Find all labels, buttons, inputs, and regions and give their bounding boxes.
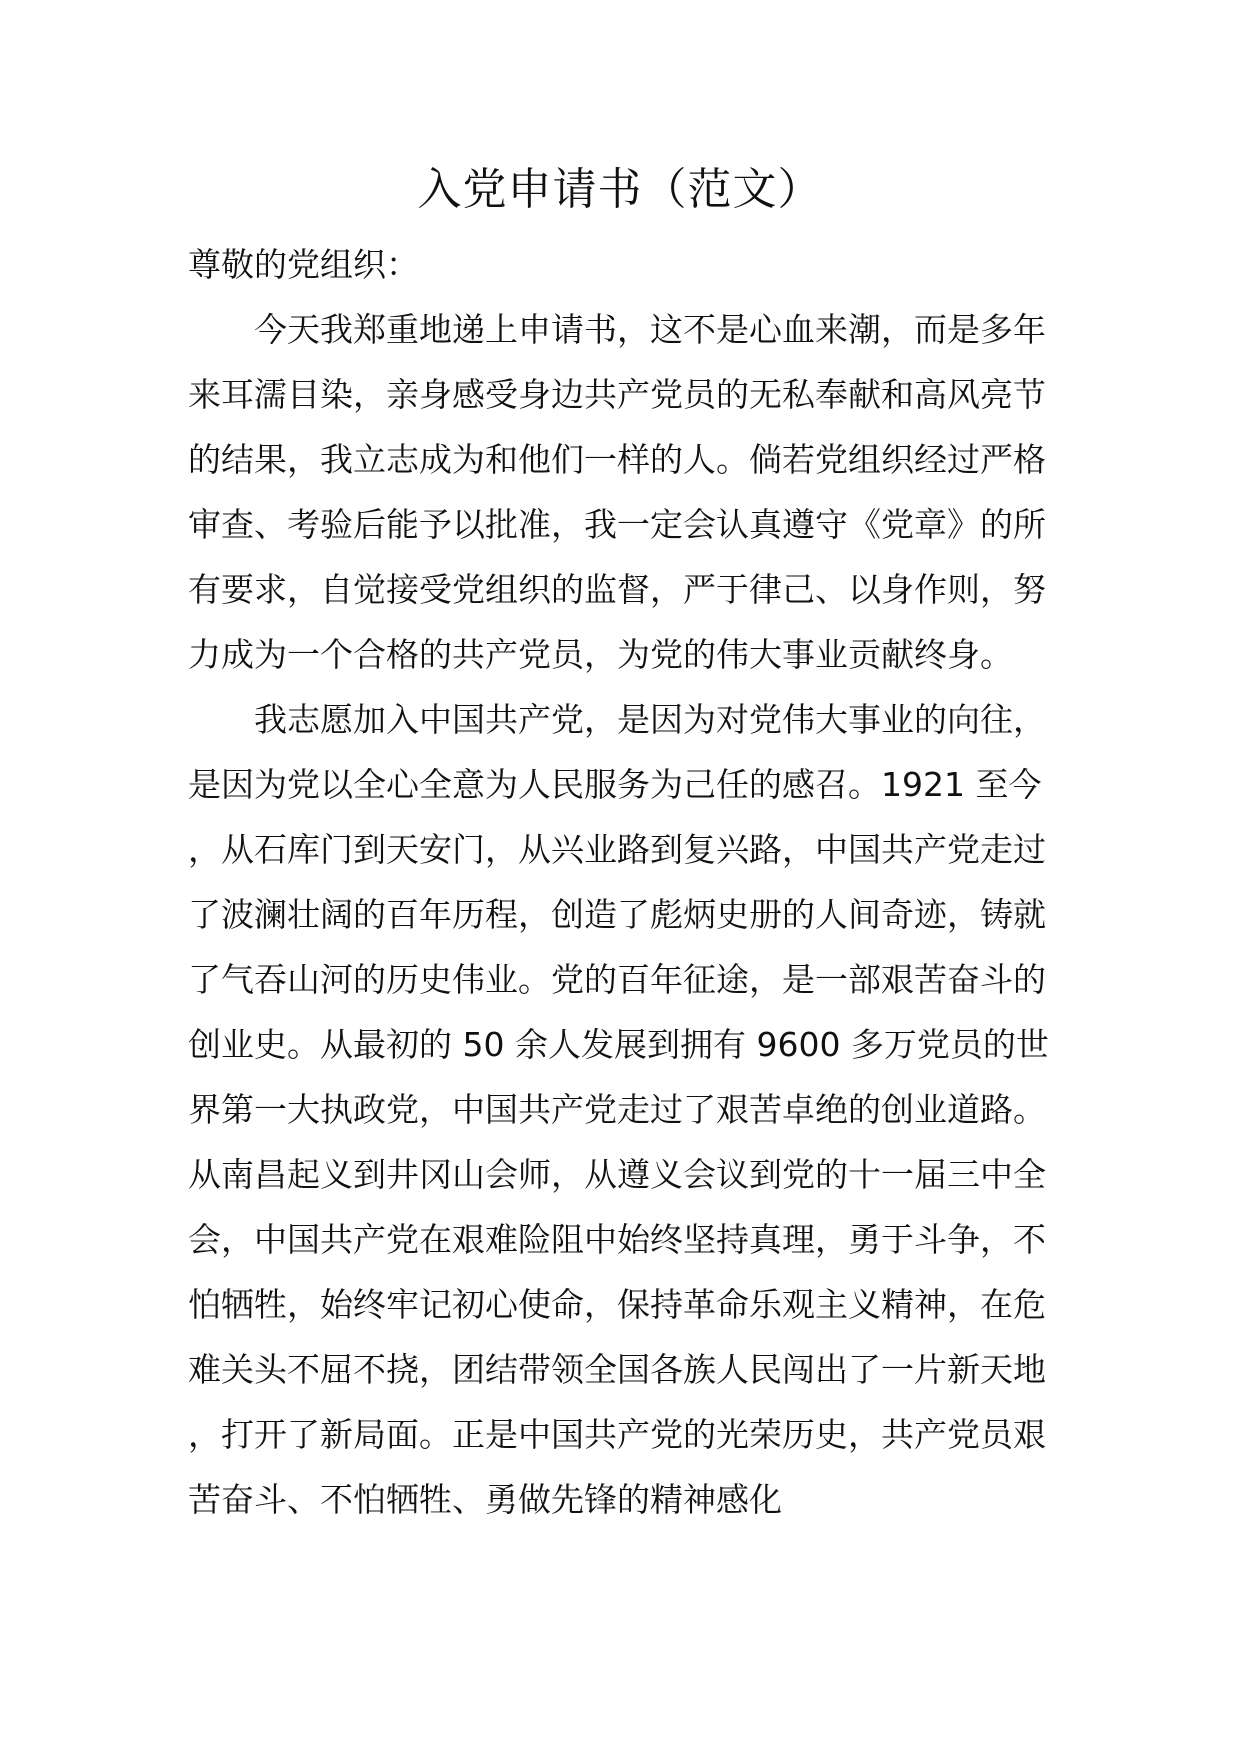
- document-title: 入党申请书（范文）: [417, 164, 823, 215]
- paragraph-1: 今天我郑重地递上申请书，这不是心血来潮，而是多年来耳濡目染，亲身感受身边共产党员的无私奉献和高风亮节的结果，我立志成为和他们一样的人。倘若党组织经过严格审查、考验后能予以批准，我一定会认真遵守《党章》的所有要求，自觉接受党组织的监督，严于律己、以身作则，努力成为一个合格的共产党员，为党的伟大事业贡献终身。: [188, 310, 1046, 674]
- document-body: [188, 232, 1064, 1532]
- salutation: 尊敬的党组织：: [188, 245, 419, 284]
- paragraph-2: 我志愿加入中国共产党，是因为对党伟大事业的向往，是因为党以全心全意为人民服务为己任的感召。1921 至今，从石库门到天安门，从兴业路到复兴路，中国共产党走过了波澜壮阔的百年历程，创造了彪炳史册的人间奇迹，铸就了气吞山河的历史伟业。党的百年征途，是一部艰苦奋斗的创业史。从最初的 50 余人发展到拥有 9600 多万党员的世界第一大执政党，中国共产党走过了艰苦卓绝的创业道路。从南昌起义到井冈山会师，从遵义会议到党的十一届三中全会，中国共产党在艰难险阻中始终坚持真理，勇于斗争，不怕牺牲，始终牢记初心使命，保持革命乐观主义精神，在危难关头不屈不挠，团结带领全国各族人民闯出了一片新天地，打开了新局面。正是中国共产党的光荣历史，共产党员艰苦奋斗、不怕牺牲、勇做先锋的精神感化: [188, 700, 1049, 1519]
